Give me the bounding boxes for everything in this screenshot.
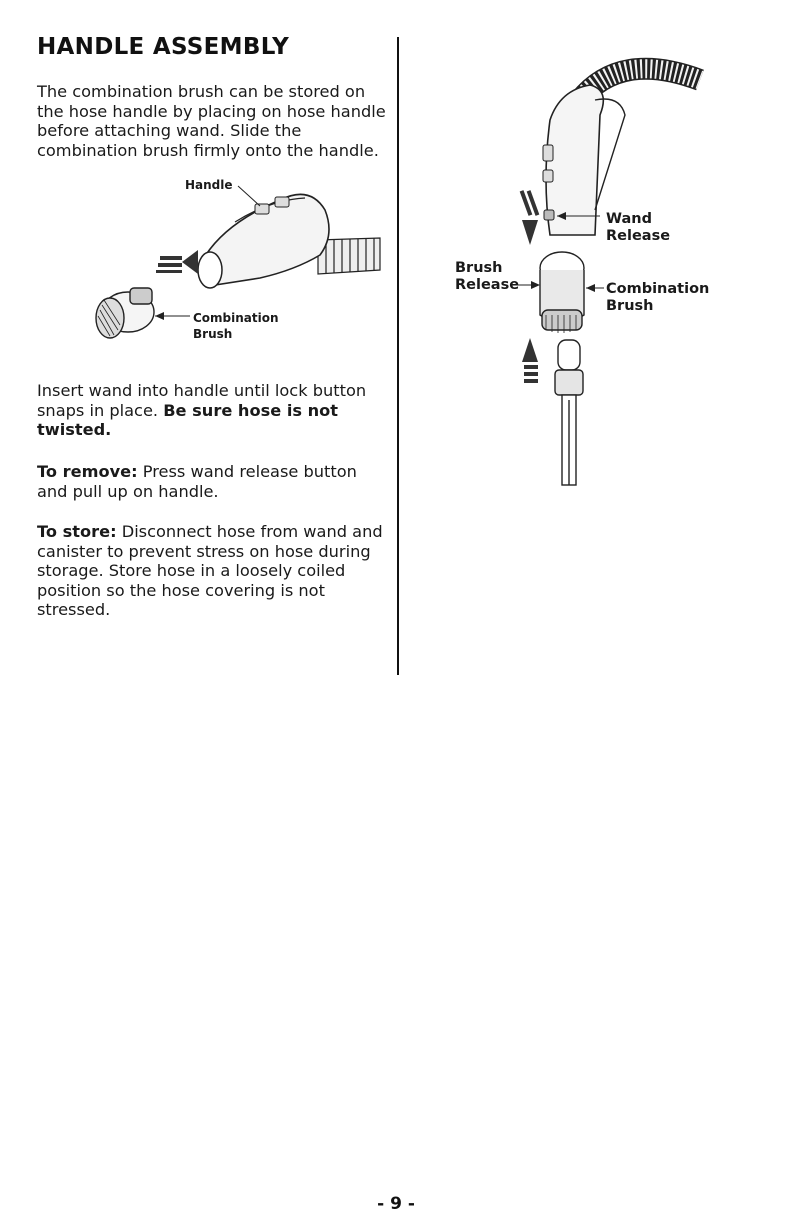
label-right-brush: Brush	[606, 298, 654, 314]
label-brush: Brush	[193, 327, 233, 341]
handle-brush-illustration	[80, 170, 390, 360]
wand-release-illustration	[500, 40, 720, 500]
label-brush-release-brush: Brush	[455, 260, 503, 276]
page-title: HANDLE ASSEMBLY	[37, 34, 290, 60]
label-brush-release: Release	[455, 277, 520, 293]
label-handle: Handle	[185, 178, 233, 192]
column-divider	[397, 37, 399, 675]
store-paragraph: To store: Disconnect hose from wand and canister to prevent stress on hose during storage. Store hose in a loosely coiled position so the hose covering is not stressed.	[37, 522, 383, 620]
insert-wand-paragraph: Insert wand into handle until lock button snaps in place. Be sure hose is not twisted.	[37, 381, 367, 440]
page-number: - 9 -	[377, 1194, 415, 1214]
label-combination: Combination	[193, 311, 279, 325]
label-wand: Wand	[606, 211, 652, 227]
remove-paragraph: To remove: Press wand release button and pull up on handle.	[37, 462, 357, 501]
label-wand-release: Release	[606, 228, 671, 244]
label-right-combination: Combination	[606, 281, 710, 297]
storing-brush-paragraph: The combination brush can be stored on the hose handle by placing on hose handle before attaching wand. Slide the combination brush firmly onto the handle.	[37, 82, 386, 160]
